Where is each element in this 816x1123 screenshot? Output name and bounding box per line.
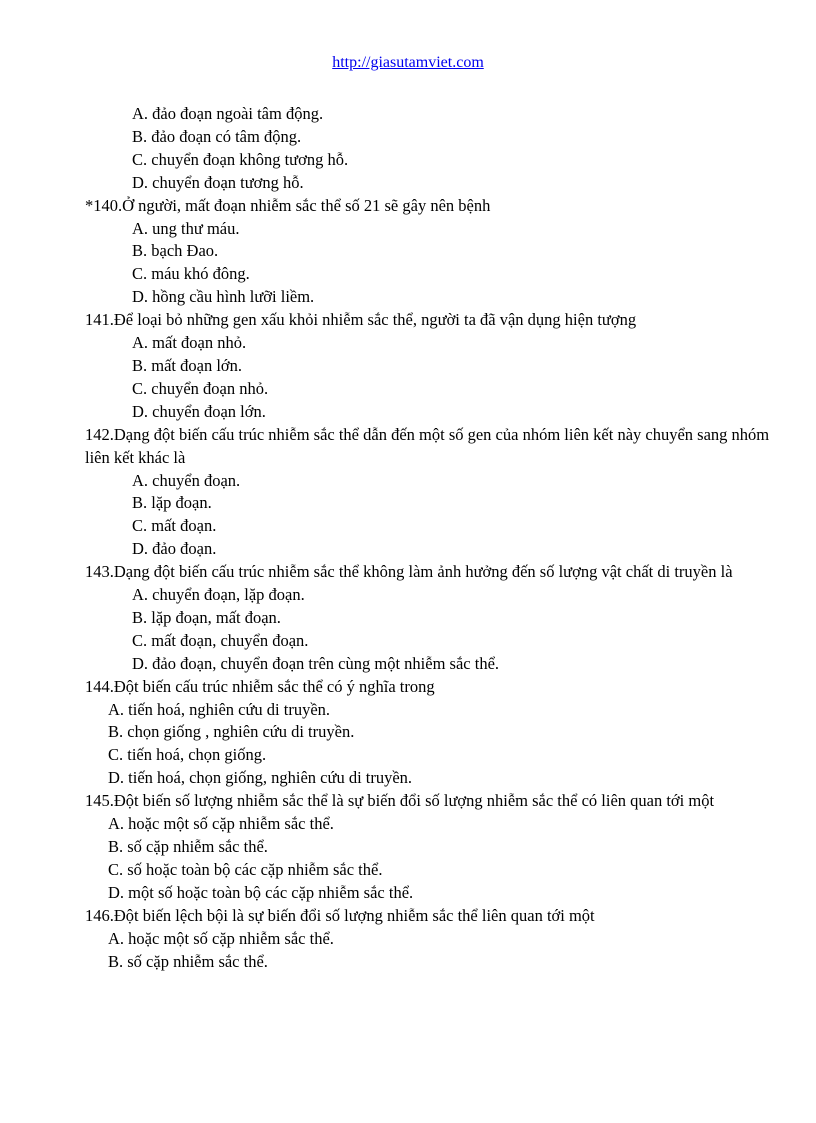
option-d: D. hồng cầu hình lưỡi liềm. xyxy=(132,287,315,307)
question-143 xyxy=(85,561,785,676)
option-b: B. bạch Đao. xyxy=(132,241,219,261)
option-c: C. số hoặc toàn bộ các cặp nhiễm sắc thể. xyxy=(108,859,383,879)
question-stem: 143.Dạng đột biến cấu trúc nhiễm sắc thể không làm ảnh hưởng đến số lượng vật chất di truyền là xyxy=(85,562,733,582)
option-b: B. đảo đoạn có tâm động. xyxy=(132,126,302,146)
question-list xyxy=(85,103,785,973)
question-144 xyxy=(85,676,785,791)
option-b: B. số cặp nhiễm sắc thể. xyxy=(108,951,268,971)
question-139-options xyxy=(85,103,785,195)
question-stem: 145.Đột biến số lượng nhiễm sắc thể là sự biến đổi số lượng nhiễm sắc thể có liên quan tới một xyxy=(85,791,715,811)
question-141 xyxy=(85,309,785,424)
option-a: A. đảo đoạn ngoài tâm động. xyxy=(132,104,324,123)
option-a: A. chuyển đoạn, lặp đoạn. xyxy=(132,585,305,605)
option-b: B. lặp đoạn, mất đoạn. xyxy=(132,607,281,627)
option-c: C. mất đoạn. xyxy=(132,516,217,536)
question-142 xyxy=(85,424,785,561)
question-stem: *140.Ở người, mất đoạn nhiễm sắc thể số 21 sẽ gây nên bệnh xyxy=(85,195,491,215)
option-c: C. chuyển đoạn không tương hỗ. xyxy=(132,149,349,169)
option-a: A. mất đoạn nhỏ. xyxy=(132,333,247,353)
option-a: A. ung thư máu. xyxy=(132,218,240,238)
option-c: C. tiến hoá, chọn giống. xyxy=(108,745,267,765)
website-link[interactable]: http://giasutamviet.com xyxy=(332,54,484,71)
option-a: A. chuyển đoạn. xyxy=(132,470,241,490)
option-b: B. mất đoạn lớn. xyxy=(132,355,243,375)
option-d: D. chuyển đoạn tương hỗ. xyxy=(132,172,304,192)
question-stem: 141.Để loại bỏ những gen xấu khỏi nhiễm sắc thể, người ta đã vận dụng hiện tượng xyxy=(85,310,637,330)
question-stem: 144.Đột biến cấu trúc nhiễm sắc thể có ý nghĩa trong xyxy=(85,676,435,696)
option-c: C. chuyển đoạn nhỏ. xyxy=(132,378,269,398)
question-stem: 146.Đột biến lệch bội là sự biến đổi số lượng nhiễm sắc thể liên quan tới một xyxy=(85,905,595,925)
option-d: D. tiến hoá, chọn giống, nghiên cứu di truyền. xyxy=(108,768,413,788)
option-d: D. đảo đoạn. xyxy=(132,539,217,559)
question-146 xyxy=(85,905,785,974)
option-d: D. chuyển đoạn lớn. xyxy=(132,401,266,421)
option-c: C. máu khó đông. xyxy=(132,264,250,284)
option-b: B. lặp đoạn. xyxy=(132,493,212,513)
question-145 xyxy=(85,790,785,905)
option-a: A. hoặc một số cặp nhiễm sắc thể. xyxy=(108,928,334,948)
option-b: B. chọn giống , nghiên cứu di truyền. xyxy=(108,722,355,742)
question-140 xyxy=(85,195,785,310)
option-c: C. mất đoạn, chuyển đoạn. xyxy=(132,630,309,650)
option-a: A. tiến hoá, nghiên cứu di truyền. xyxy=(108,699,331,719)
option-b: B. số cặp nhiễm sắc thể. xyxy=(108,837,268,856)
page-header xyxy=(0,53,816,73)
question-stem: 142.Dạng đột biến cấu trúc nhiễm sắc thể dẫn đến một số gen của nhóm liên kết này chuyển sang nhóm liên kết khác là xyxy=(85,424,770,467)
option-d: D. một số hoặc toàn bộ các cặp nhiễm sắc thể. xyxy=(108,882,414,902)
option-a: A. hoặc một số cặp nhiễm sắc thể. xyxy=(108,814,334,834)
option-d: D. đảo đoạn, chuyển đoạn trên cùng một nhiễm sắc thể. xyxy=(132,653,500,673)
